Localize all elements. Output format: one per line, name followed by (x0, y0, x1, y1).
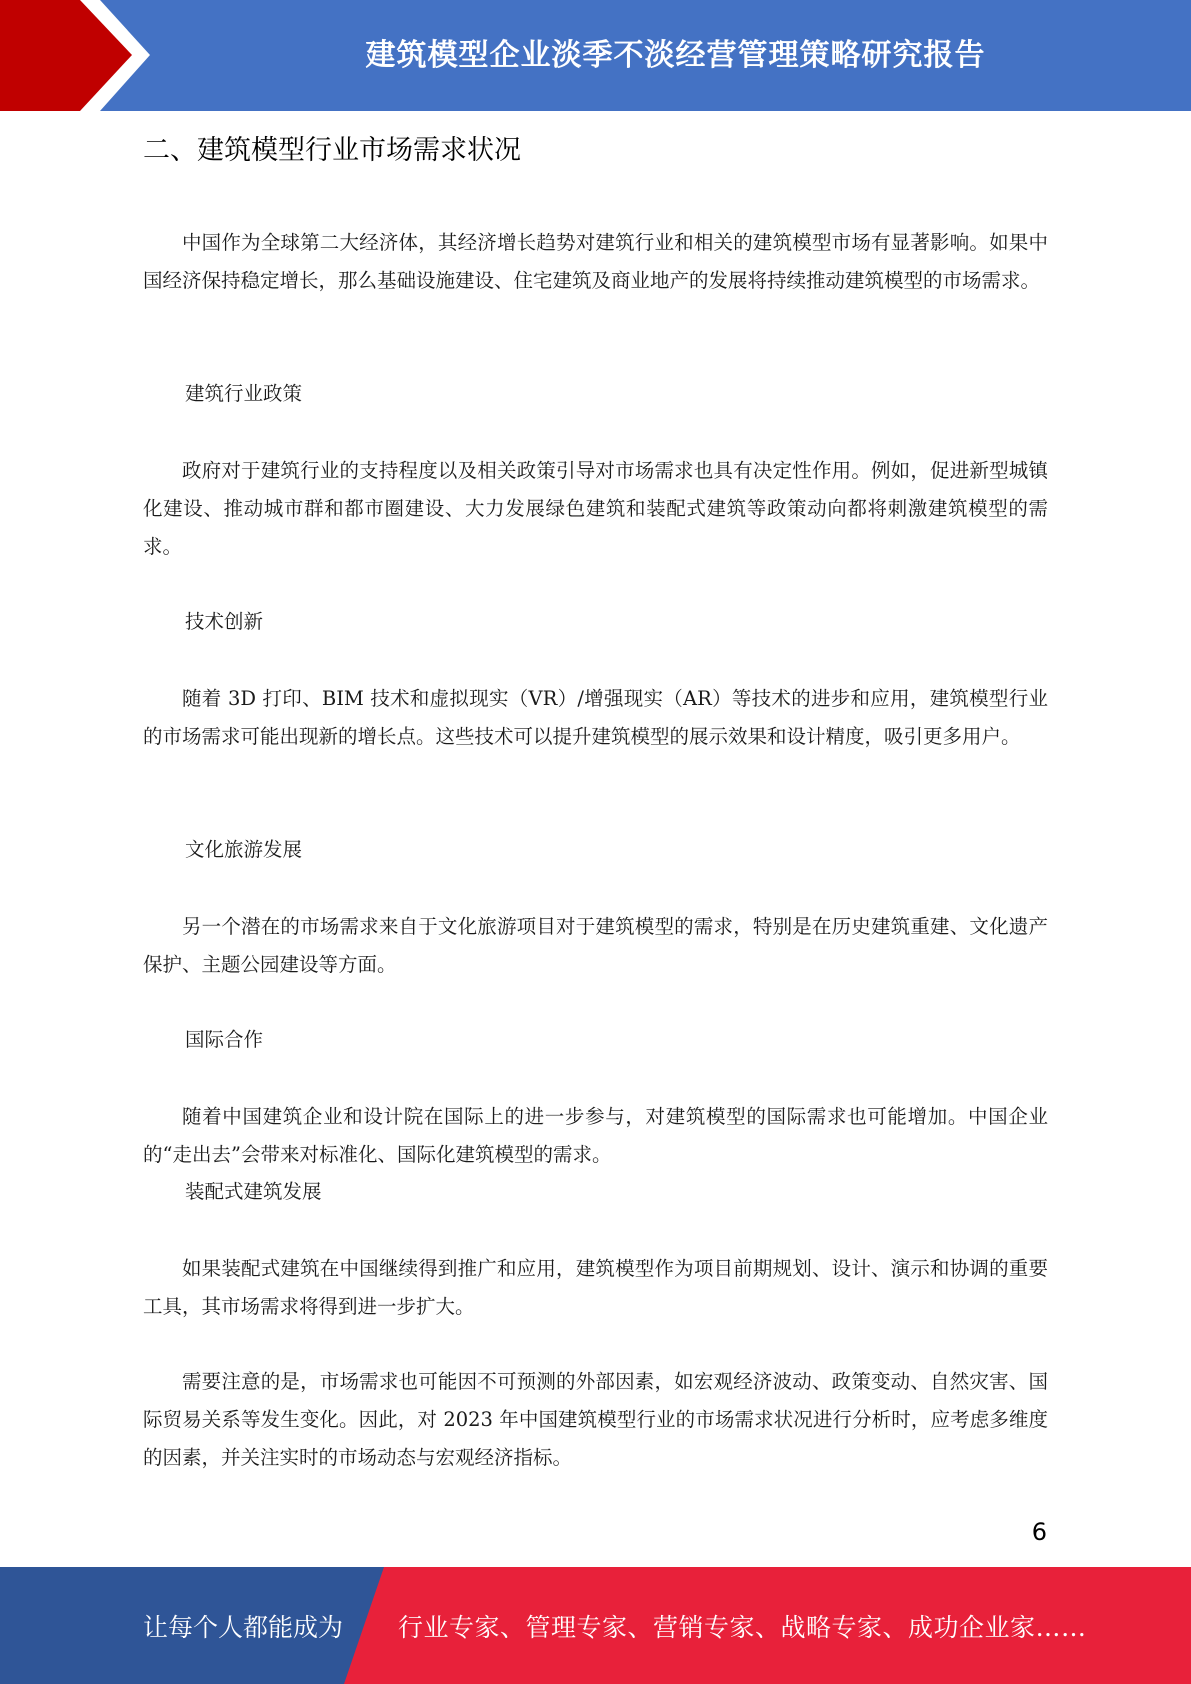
page-number: 6 (1031, 1518, 1047, 1546)
paragraph-economy: 中国作为全球第二大经济体，其经济增长趋势对建筑行业和相关的建筑模型市场有显著影响。如果中国经济保持稳定增长，那么基础设施建设、住宅建筑及商业地产的发展将持续推动建筑模型的市场需求。 (143, 231, 1048, 292)
document-title: 建筑模型企业淡季不淡经营管理策略研究报告 (365, 37, 986, 73)
paragraph-technology: 随着 3D 打印、BIM 技术和虚拟现实（VR）/增强现实（AR）等技术的进步和应用，建筑模型行业的市场需求可能出现新的增长点。这些技术可以提升建筑模型的展示效果和设计精度，吸引更多用户。 (143, 687, 1048, 748)
footer-slogan-left: 让每个人都能成为 (143, 1612, 344, 1642)
page-header (0, 0, 1191, 111)
paragraph-tourism: 另一个潜在的市场需求来自于文化旅游项目对于建筑模型的需求，特别是在历史建筑重建、文化遗产保护、主题公园建设等方面。 (143, 915, 1048, 976)
subheading-tourism: 文化旅游发展 (185, 838, 303, 861)
paragraph-conclusion: 需要注意的是，市场需求也可能因不可预测的外部因素，如宏观经济波动、政策变动、自然灾害、国际贸易关系等发生变化。因此，对 2023 年中国建筑模型行业的市场需求状况进行分析时，应考虑多维度的因素，并关注实时的市场动态与宏观经济指标。 (143, 1370, 1048, 1469)
subheading-technology: 技术创新 (185, 610, 264, 633)
section-heading: 二、建筑模型行业市场需求状况 (143, 135, 521, 166)
subheading-international: 国际合作 (185, 1028, 264, 1051)
paragraph-prefab: 如果装配式建筑在中国继续得到推广和应用，建筑模型作为项目前期规划、设计、演示和协调的重要工具，其市场需求将得到进一步扩大。 (143, 1257, 1048, 1318)
footer-slogan-right: 行业专家、管理专家、营销专家、战略专家、成功企业家…… (398, 1612, 1087, 1642)
paragraph-policy: 政府对于建筑行业的支持程度以及相关政策引导对市场需求也具有决定性作用。例如，促进新型城镇化建设、推动城市群和都市圈建设、大力发展绿色建筑和装配式建筑等政策动向都将刺激建筑模型的需求。 (143, 459, 1048, 558)
subheading-policy: 建筑行业政策 (185, 382, 303, 405)
paragraph-international: 随着中国建筑企业和设计院在国际上的进一步参与，对建筑模型的国际需求也可能增加。中国企业的“走出去”会带来对标准化、国际化建筑模型的需求。 (143, 1105, 1048, 1166)
page-footer (0, 1567, 1191, 1684)
subheading-prefab: 装配式建筑发展 (185, 1180, 322, 1203)
